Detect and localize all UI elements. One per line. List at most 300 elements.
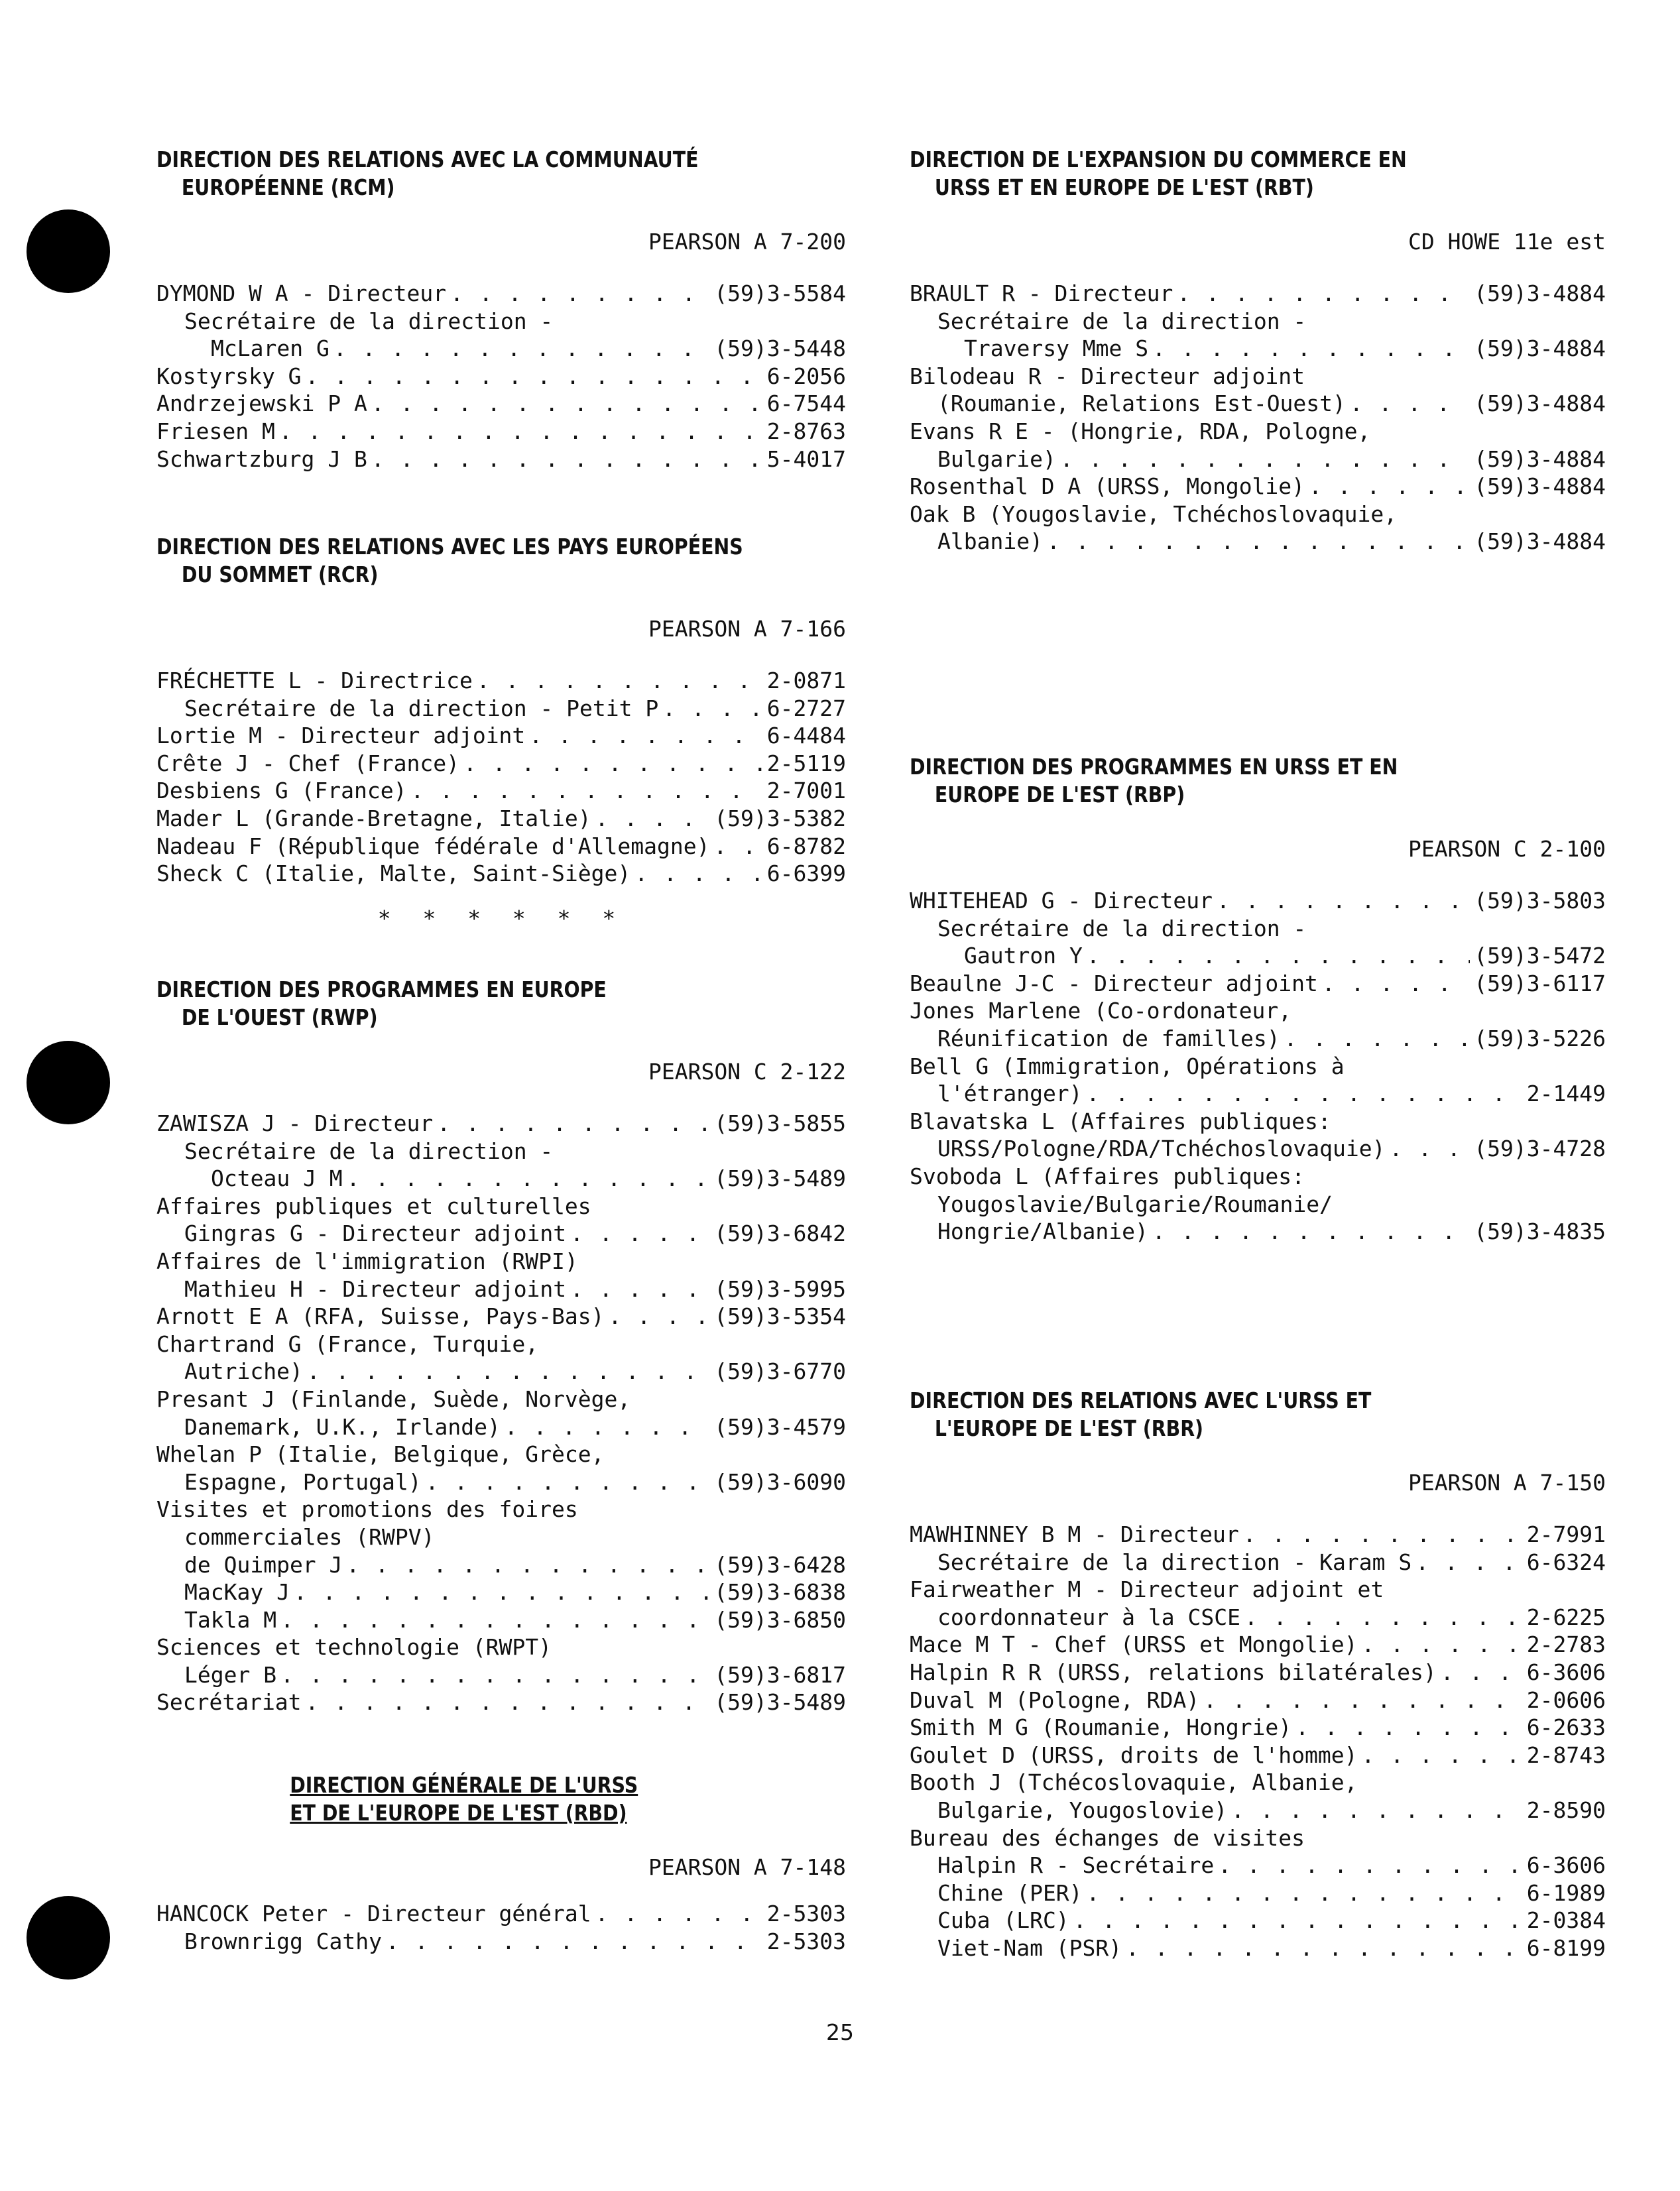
directory-entry xyxy=(910,1907,1606,1934)
directory-entry xyxy=(156,390,846,418)
entry-phone: 2-6225 xyxy=(1526,1604,1606,1630)
dot-leader xyxy=(280,1661,710,1689)
dot-leader xyxy=(595,1900,763,1928)
entry-phone: 2-7991 xyxy=(1526,1521,1606,1547)
directory-entry xyxy=(910,1934,1606,1962)
dot-leader xyxy=(1322,970,1470,998)
entry-phone: (59)3-5448 xyxy=(714,335,846,362)
entry-name: Andrzejewski P A xyxy=(156,390,367,417)
entry-name: ZAWISZA J - Directeur xyxy=(156,1110,434,1136)
entry-name: Svoboda L (Affaires publiques: xyxy=(910,1163,1305,1189)
dot-leader xyxy=(1309,473,1470,501)
entry-name: URSS/Pologne/RDA/Tchéchoslovaquie) xyxy=(937,1136,1386,1162)
directory-entry xyxy=(156,833,846,860)
directory-entry xyxy=(156,1413,846,1441)
entry-name: Secrétaire de la direction - Petit P xyxy=(184,695,659,721)
entry-name: Crête J - Chef (France) xyxy=(156,750,459,776)
directory-entry xyxy=(910,1521,1606,1549)
entry-name: Albanie) xyxy=(937,528,1043,555)
entry-phone: 2-7001 xyxy=(766,778,846,804)
entry-phone: 6-8199 xyxy=(1526,1934,1606,1961)
directory-entry xyxy=(910,1135,1606,1163)
directory-entry xyxy=(910,418,1606,445)
section-title-line1: DIRECTION DES RELATIONS AVEC LES PAYS EUROPÉENS xyxy=(156,534,743,560)
entry-name: Kostyrsky G xyxy=(156,363,302,389)
dot-leader xyxy=(1126,1934,1523,1962)
section-rbt xyxy=(910,146,1606,556)
entry-name: Bell G (Immigration, Opérations à xyxy=(910,1053,1345,1079)
dot-leader xyxy=(1295,1714,1523,1742)
entry-name: Halpin R R (URSS, relations bilatérales) xyxy=(910,1659,1437,1685)
entry-phone: (59)3-5382 xyxy=(714,805,846,831)
dot-leader xyxy=(1243,1521,1523,1549)
entry-name: Nadeau F (République fédérale d'Allemagne) xyxy=(156,833,710,859)
dot-leader xyxy=(1284,1025,1470,1053)
entry-phone: 6-2727 xyxy=(766,695,846,721)
directory-entry xyxy=(910,1025,1606,1053)
section-title-line1: DIRECTION DES RELATIONS AVEC L'URSS ET xyxy=(910,1388,1372,1413)
section-title xyxy=(156,146,844,202)
dot-leader xyxy=(279,418,763,445)
dot-leader xyxy=(1152,335,1470,363)
directory-entry xyxy=(910,445,1606,473)
entry-phone: (59)3-6428 xyxy=(714,1551,846,1578)
entry-name: Smith M G (Roumanie, Hongrie) xyxy=(910,1714,1292,1741)
directory-entry xyxy=(156,1303,846,1331)
dot-leader xyxy=(634,860,763,888)
dot-leader xyxy=(609,1303,711,1331)
directory-entry xyxy=(156,1496,846,1523)
entry-name: MAWHINNEY B M - Directeur xyxy=(910,1521,1239,1547)
entry-phone: (59)3-4728 xyxy=(1474,1136,1606,1162)
dot-leader xyxy=(529,722,762,750)
entry-name: Gautron Y xyxy=(964,943,1083,969)
directory-entry xyxy=(910,528,1606,556)
entry-phone: 5-4017 xyxy=(766,445,846,472)
office-location: PEARSON A 7-148 xyxy=(648,1854,846,1880)
entry-phone: (59)3-4884 xyxy=(1474,528,1606,555)
entry-name: Bulgarie) xyxy=(937,445,1056,472)
section-rbp xyxy=(910,753,1606,1246)
directory-entry xyxy=(910,942,1606,970)
entry-name: Secrétaire de la direction - xyxy=(184,308,554,334)
entry-phone: (59)3-5489 xyxy=(714,1689,846,1716)
dot-leader xyxy=(1047,528,1470,556)
entry-phone: 6-1989 xyxy=(1526,1879,1606,1906)
directory-entry xyxy=(156,667,846,695)
entry-name: Whelan P (Italie, Belgique, Grèce, xyxy=(156,1441,605,1468)
directory-entry xyxy=(156,805,846,833)
entry-name: Blavatska L (Affaires publiques: xyxy=(910,1108,1331,1134)
entry-name: Arnott E A (RFA, Suisse, Pays-Bas) xyxy=(156,1303,605,1330)
entry-name: Affaires publiques et culturelles xyxy=(156,1193,591,1219)
entry-phone: (59)3-4884 xyxy=(1474,473,1606,500)
entry-phone: 2-0871 xyxy=(766,668,846,693)
entry-name: Duval M (Pologne, RDA) xyxy=(910,1687,1200,1713)
section-rcr xyxy=(156,533,846,933)
directory-entry xyxy=(910,1053,1606,1081)
entry-phone: 2-5303 xyxy=(766,1901,846,1926)
entry-name: Secrétariat xyxy=(156,1689,302,1716)
entry-phone: 2-2783 xyxy=(1526,1631,1606,1658)
directory-entry xyxy=(910,1659,1606,1687)
dot-leader xyxy=(306,1688,711,1716)
directory-entry xyxy=(156,750,846,778)
entry-name: Octeau J M xyxy=(211,1165,343,1192)
directory-entry xyxy=(156,280,846,308)
directory-entry xyxy=(910,1604,1606,1631)
office-location: PEARSON A 7-200 xyxy=(648,229,846,255)
dot-leader xyxy=(1362,1742,1523,1769)
entry-name: Mace M T - Chef (URSS et Mongolie) xyxy=(910,1631,1358,1658)
entry-phone: 6-2056 xyxy=(766,363,846,389)
entry-list xyxy=(156,667,846,888)
dot-leader xyxy=(477,667,763,695)
directory-entry xyxy=(910,1163,1606,1191)
entry-name: Beaulne J-C - Directeur adjoint xyxy=(910,970,1318,996)
directory-entry xyxy=(910,1797,1606,1824)
entry-name: Bulgarie, Yougoslovie) xyxy=(937,1797,1228,1823)
entry-phone: 6-2633 xyxy=(1526,1714,1606,1741)
entry-phone: (59)3-6842 xyxy=(714,1220,846,1247)
directory-entry xyxy=(156,418,846,445)
entry-phone: (59)3-6090 xyxy=(714,1468,846,1495)
entry-phone: 2-1449 xyxy=(1526,1081,1606,1107)
directory-entry xyxy=(910,1080,1606,1108)
entry-name: Autriche) xyxy=(184,1358,303,1385)
entry-phone: (59)3-5995 xyxy=(714,1275,846,1302)
directory-entry xyxy=(910,473,1606,501)
dot-leader xyxy=(426,1468,711,1496)
dot-leader xyxy=(662,695,763,723)
entry-name: Sheck C (Italie, Malte, Saint-Siège) xyxy=(156,860,631,887)
section-title xyxy=(910,146,1604,202)
directory-entry xyxy=(910,915,1606,943)
entry-phone: (59)3-5472 xyxy=(1474,943,1606,969)
entry-phone: (59)3-4835 xyxy=(1474,1218,1606,1245)
directory-entry xyxy=(156,722,846,750)
entry-phone: 6-3606 xyxy=(1526,1659,1606,1685)
directory-entry xyxy=(156,1138,846,1165)
entry-name: Desbiens G (France) xyxy=(156,778,407,804)
entry-phone: (59)3-6838 xyxy=(714,1579,846,1606)
entry-phone: 2-5119 xyxy=(766,750,846,776)
directory-entry xyxy=(156,777,846,805)
section-title-line1: DIRECTION DE L'EXPANSION DU COMMERCE EN xyxy=(910,147,1407,172)
entry-name: Chartrand G (France, Turquie, xyxy=(156,1331,539,1357)
entry-phone: 2-8763 xyxy=(766,418,846,444)
entry-phone: 2-8743 xyxy=(1526,1742,1606,1768)
entry-name: commerciales (RWPV) xyxy=(184,1523,435,1550)
dot-leader xyxy=(1152,1218,1470,1246)
entry-phone: (59)3-6850 xyxy=(714,1606,846,1633)
directory-entry xyxy=(156,1523,846,1551)
directory-entry xyxy=(910,970,1606,998)
entry-phone: (59)3-4884 xyxy=(1474,390,1606,417)
entry-list xyxy=(910,280,1606,556)
section-title-line2: DE L'OUEST (RWP) xyxy=(181,1004,378,1030)
section-title xyxy=(910,753,1604,809)
directory-entry xyxy=(910,1687,1606,1714)
entry-name: Cuba (LRC) xyxy=(937,1907,1069,1934)
entry-name: McLaren G xyxy=(211,335,330,362)
section-title-line2: EUROPÉENNE (RCM) xyxy=(181,174,395,200)
directory-entry xyxy=(910,1852,1606,1879)
office-location: PEARSON A 7-150 xyxy=(1408,1470,1606,1496)
entry-name: HANCOCK Peter - Directeur général xyxy=(156,1901,591,1926)
dot-leader xyxy=(306,363,763,390)
directory-entry xyxy=(910,280,1606,308)
directory-entry xyxy=(156,1193,846,1220)
dot-leader xyxy=(1350,390,1470,418)
entry-name: Gingras G - Directeur adjoint xyxy=(184,1220,567,1247)
entry-name: Léger B xyxy=(184,1661,277,1688)
section-title-line2: L'EUROPE DE L'EST (RBR) xyxy=(934,1415,1204,1441)
entry-name: Sciences et technologie (RWPT) xyxy=(156,1634,552,1661)
entry-name: Traversy Mme S xyxy=(964,335,1149,362)
dot-leader xyxy=(450,280,710,308)
entry-name: coordonnateur à la CSCE xyxy=(937,1604,1240,1630)
dot-leader xyxy=(411,777,763,805)
entry-name: Friesen M xyxy=(156,418,275,444)
entry-phone: 6-8782 xyxy=(766,833,846,859)
section-title xyxy=(156,1771,978,1827)
entry-name: Schwartzburg J B xyxy=(156,445,367,472)
entry-name: Chine (PER) xyxy=(937,1879,1083,1906)
section-title xyxy=(156,533,844,589)
entry-name: Lortie M - Directeur adjoint xyxy=(156,723,526,749)
directory-entry xyxy=(156,1275,846,1303)
directory-entry xyxy=(156,1386,846,1413)
entry-name: Secrétaire de la direction - xyxy=(937,915,1307,941)
section-title-line2: ET DE L'EUROPE DE L'EST (RBD) xyxy=(290,1800,627,1826)
entry-phone: (59)3-6817 xyxy=(714,1661,846,1688)
dot-leader xyxy=(1203,1687,1523,1714)
directory-entry xyxy=(156,1441,846,1468)
entry-phone: (59)3-5584 xyxy=(714,280,846,306)
entry-name: FRÉCHETTE L - Directrice xyxy=(156,668,473,693)
section-title-line1: DIRECTION GÉNÉRALE DE L'URSS xyxy=(290,1772,638,1798)
entry-name: Fairweather M - Directeur adjoint et xyxy=(910,1576,1384,1603)
binder-hole-1 xyxy=(27,209,110,293)
section-title-line2: DU SOMMET (RCR) xyxy=(181,562,379,587)
directory-entry xyxy=(910,1631,1606,1659)
section-title-line1: DIRECTION DES PROGRAMMES EN URSS ET EN xyxy=(910,754,1398,780)
entry-list xyxy=(910,887,1606,1246)
entry-phone: (59)3-5354 xyxy=(714,1303,846,1330)
directory-entry xyxy=(156,1165,846,1193)
office-location: PEARSON C 2-100 xyxy=(1408,836,1606,862)
directory-entry xyxy=(910,887,1606,915)
entry-phone: 2-0384 xyxy=(1526,1907,1606,1934)
entry-name: Visites et promotions des foires xyxy=(156,1496,578,1523)
entry-phone: (59)3-4579 xyxy=(714,1413,846,1440)
directory-entry xyxy=(156,1220,846,1248)
directory-entry xyxy=(910,501,1606,528)
section-title-line1: DIRECTION DES PROGRAMMES EN EUROPE xyxy=(156,977,607,1002)
entry-phone: 6-6324 xyxy=(1526,1549,1606,1575)
dot-leader xyxy=(595,805,711,833)
directory-entry xyxy=(910,308,1606,335)
entry-name: BRAULT R - Directeur xyxy=(910,280,1173,306)
dot-leader xyxy=(1218,1852,1523,1879)
directory-entry xyxy=(156,363,846,390)
binder-hole-2 xyxy=(27,1041,110,1124)
entry-name: (Roumanie, Relations Est-Ouest) xyxy=(937,390,1346,417)
directory-entry xyxy=(156,1688,846,1716)
entry-phone: 6-7544 xyxy=(766,390,846,417)
entry-name: Jones Marlene (Co-ordonateur, xyxy=(910,998,1292,1024)
dot-leader xyxy=(1231,1797,1523,1824)
entry-list xyxy=(156,280,846,473)
section-separator: * * * * * * xyxy=(377,905,625,931)
entry-name: Presant J (Finlande, Suède, Norvège, xyxy=(156,1386,631,1412)
entry-name: l'étranger) xyxy=(937,1081,1083,1107)
dot-leader xyxy=(570,1220,710,1248)
dot-leader xyxy=(1177,280,1470,308)
directory-entry xyxy=(910,1218,1606,1246)
dot-leader xyxy=(280,1606,710,1634)
entry-name: Réunification de familles) xyxy=(937,1025,1280,1051)
dot-leader xyxy=(713,833,762,860)
directory-entry xyxy=(910,335,1606,363)
directory-entry xyxy=(156,695,846,723)
directory-entry xyxy=(156,1928,846,1956)
dot-leader xyxy=(1390,1135,1470,1163)
directory-entry xyxy=(156,1331,846,1358)
entry-list xyxy=(910,1521,1606,1962)
dot-leader xyxy=(333,335,711,363)
entry-name: Mathieu H - Directeur adjoint xyxy=(184,1275,567,1302)
entry-name: Mader L (Grande-Bretagne, Italie) xyxy=(156,805,591,831)
dot-leader xyxy=(307,1358,711,1386)
dot-leader xyxy=(570,1275,710,1303)
directory-entry xyxy=(156,1633,846,1661)
entry-name: Yougoslavie/Bulgarie/Roumanie/ xyxy=(937,1191,1333,1217)
office-location: PEARSON C 2-122 xyxy=(648,1059,846,1085)
dot-leader xyxy=(1217,887,1470,915)
dot-leader xyxy=(1415,1549,1523,1576)
dot-leader xyxy=(463,750,763,778)
entry-name: Takla M xyxy=(184,1606,277,1633)
directory-entry xyxy=(910,1879,1606,1907)
entry-phone: (59)3-6117 xyxy=(1474,970,1606,996)
section-title xyxy=(156,976,844,1032)
entry-name: WHITEHEAD G - Directeur xyxy=(910,888,1213,914)
entry-phone: (59)3-5489 xyxy=(714,1165,846,1192)
entry-phone: (59)3-4884 xyxy=(1474,445,1606,472)
entry-name: Hongrie/Albanie) xyxy=(937,1218,1148,1245)
dot-leader xyxy=(386,1928,763,1956)
directory-entry xyxy=(910,390,1606,418)
directory-entry xyxy=(156,1578,846,1606)
dot-leader xyxy=(346,1551,710,1579)
section-rbr xyxy=(910,1387,1606,1962)
office-location: PEARSON A 7-166 xyxy=(648,616,846,642)
entry-phone: 2-8590 xyxy=(1526,1797,1606,1823)
dot-leader xyxy=(371,390,763,418)
entry-list xyxy=(156,1900,846,1955)
entry-name: Goulet D (URSS, droits de l'homme) xyxy=(910,1742,1358,1768)
office-location: CD HOWE 11e est xyxy=(1408,229,1606,255)
entry-name: MacKay J xyxy=(184,1579,290,1606)
entry-phone: 6-6399 xyxy=(766,860,846,887)
directory-entry xyxy=(910,1108,1606,1136)
entry-name: Viet-Nam (PSR) xyxy=(937,1934,1122,1961)
page-number: 25 xyxy=(826,2019,854,2045)
directory-entry xyxy=(910,1769,1606,1797)
dot-leader xyxy=(1087,942,1470,970)
entry-name: Affaires de l'immigration (RWPI) xyxy=(156,1248,578,1274)
directory-entry xyxy=(910,1191,1606,1218)
dot-leader xyxy=(1073,1907,1523,1934)
entry-name: Secrétaire de la direction - xyxy=(184,1138,554,1164)
dot-leader xyxy=(294,1578,710,1606)
dot-leader xyxy=(1087,1879,1523,1907)
section-rwp xyxy=(156,976,846,1716)
entry-phone: (59)3-5226 xyxy=(1474,1025,1606,1051)
directory-entry xyxy=(156,1468,846,1496)
entry-phone: (59)3-4884 xyxy=(1474,280,1606,306)
dot-leader xyxy=(1060,445,1470,473)
dot-leader xyxy=(1087,1080,1523,1108)
entry-name: Danemark, U.K., Irlande) xyxy=(184,1413,501,1440)
directory-entry xyxy=(156,445,846,473)
dot-leader xyxy=(1441,1659,1523,1687)
directory-entry xyxy=(910,1824,1606,1852)
section-title xyxy=(910,1387,1604,1443)
binder-hole-3 xyxy=(27,1896,110,1980)
entry-name: Brownrigg Cathy xyxy=(184,1928,383,1954)
directory-entry xyxy=(156,1248,846,1275)
directory-entry xyxy=(156,1110,846,1138)
directory-entry xyxy=(910,1549,1606,1576)
directory-entry xyxy=(156,1358,846,1386)
section-rcm xyxy=(156,146,846,473)
entry-list xyxy=(156,1110,846,1716)
entry-phone: 2-5303 xyxy=(766,1928,846,1954)
directory-entry xyxy=(910,1714,1606,1742)
dot-leader xyxy=(505,1413,710,1441)
directory-entry xyxy=(156,1900,846,1928)
section-title-line2: EUROPE DE L'EST (RBP) xyxy=(934,782,1185,807)
directory-entry xyxy=(156,1551,846,1579)
entry-name: Espagne, Portugal) xyxy=(184,1468,422,1495)
entry-name: Bureau des échanges de visites xyxy=(910,1824,1305,1851)
section-title-line2: URSS ET EN EUROPE DE L'EST (RBT) xyxy=(934,174,1314,200)
entry-phone: (59)3-5855 xyxy=(714,1110,846,1136)
entry-phone: (59)3-6770 xyxy=(714,1358,846,1385)
dot-leader xyxy=(347,1165,711,1193)
directory-entry xyxy=(156,1661,846,1689)
directory-entry xyxy=(156,308,846,335)
directory-entry xyxy=(910,363,1606,390)
directory-entry xyxy=(156,1606,846,1634)
directory-entry xyxy=(910,1742,1606,1769)
entry-name: Oak B (Yougoslavie, Tchéchoslovaquie, xyxy=(910,501,1398,527)
section-title-line1: DIRECTION DES RELATIONS AVEC LA COMMUNAUTÉ xyxy=(156,147,699,172)
directory-entry xyxy=(156,335,846,363)
entry-phone: 6-3606 xyxy=(1526,1852,1606,1879)
entry-name: Secrétaire de la direction - xyxy=(937,308,1307,334)
entry-phone: (59)3-5803 xyxy=(1474,888,1606,914)
entry-name: Rosenthal D A (URSS, Mongolie) xyxy=(910,473,1305,500)
entry-name: Secrétaire de la direction - Karam S xyxy=(937,1549,1412,1575)
entry-name: Bilodeau R - Directeur adjoint xyxy=(910,363,1305,389)
entry-phone: (59)3-4884 xyxy=(1474,335,1606,362)
directory-entry xyxy=(156,860,846,888)
dot-leader xyxy=(1244,1604,1523,1631)
